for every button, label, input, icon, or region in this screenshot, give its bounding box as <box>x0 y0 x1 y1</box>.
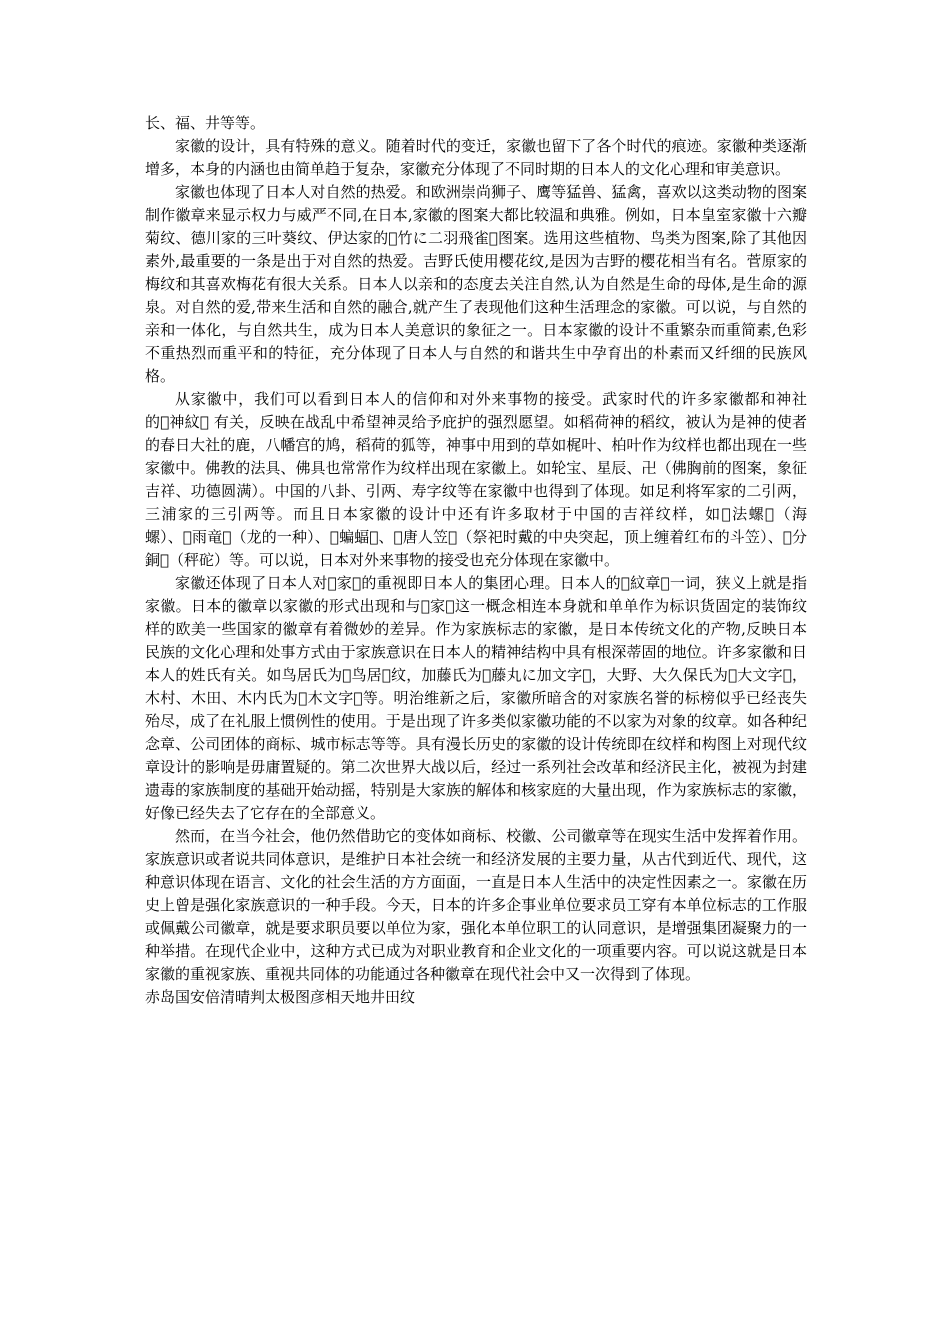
paragraph-continuation: 长、福、井等等。 <box>145 114 266 132</box>
paragraph-family-and-group-mentality: 家徽还体现了日本人对 家 的重视即日本人的集团心理。日本人的 紋章 一词，狭义上就是指家徽。日本的徽章以家徽的形式出现和与 家 这一概念相连本身就和单单作为标识货固定的装饰纹样的欧美一些国家的徽章有着微妙的差异。作为家族标志的家徽，是日本传统文化的产物,反映日本民族的文化心理和处事方式由于家族意识在日本人的精神结构中具有根深蒂固的地位。许多家徽和日本人的姓氏有关。如鸟居氏为 鸟居 纹，加藤氏为 藤丸に加文字 ，大野、大久保氏为 大文字 ，木村、木田、木内氏为 木文字 等。明治维新之后，家徽所暗含的对家族名誉的标榜似乎已经丧失殆尽，成了在礼服上惯例性的使用。于是出现了许多类似家徽功能的不以家为对象的纹章。如各种纪念章、公司团体的商标、城市标志等等。具有漫长历史的家徽的设计传统即在纹样和构图上对现代纹章设计的影响是毋庸置疑的。第二次世界大战以后，经过一系列社会改革和经济民主化，被视为封建遗毒的家族制度的基础开始动摇，特别是大家族的解体和核家庭的大量出现，作为家族标志的家徽，好像已经失去了它存在的全部意义。 <box>145 574 807 822</box>
paragraph-design-meaning: 家徽的设计，具有特殊的意义。随着时代的变迁，家徽也留下了各个时代的痕迹。家徽种类逐渐增多，本身的内涵也由简单趋于复杂，家徽充分体现了不同时期的日本人的文化心理和审美意识。 <box>145 137 807 178</box>
document-page <box>145 112 807 1009</box>
paragraph-crest-names: 赤岛国安倍清晴判太极图彦相天地井田纹 <box>145 988 416 1006</box>
paragraph-modern-society: 然而，在当今社会，他仍然借助它的变体如商标、校徽、公司徽章等在现实生活中发挥着作用。家族意识或者说共同体意识，是维护日本社会统一和经济发展的主要力量，从古代到近代、现代，这种意识体现在语言、文化的社会生活的方方面面，一直是日本人生活中的决定性因素之一。家徽在历史上曾是强化家族意识的一种手段。今天，日本的许多企事业单位要求员工穿有本单位标志的工作服或佩戴公司徽章，就是要求职员要以单位为家，强化本单位职工的认同意识，是增强集团凝聚力的一种举措。在现代企业中，这种方式已成为对职业教育和企业文化的一项重要内容。可以说这就是日本家徽的重视家族、重视共同体的功能通过各种徽章在现代社会中又一次得到了体现。 <box>145 827 807 983</box>
paragraph-love-of-nature: 家徽也体现了日本人对自然的热爱。和欧洲崇尚狮子、鹰等猛兽、猛禽，喜欢以这类动物的图案制作徽章来显示权力与威严不同,在日本,家徽的图案大都比较温和典雅。例如，日本皇室家徽十六瓣菊纹、德川家的三叶葵纹、伊达家的 竹に二羽飛雀 图案。选用这些植物、鸟类为图案,除了其他因素外,最重要的一条是出于对自然的热爱。吉野氏使用樱花纹,是因为吉野的樱花相当有名。菅原家的梅纹和其喜欢梅花有很大关系。日本人以亲和的态度去关注自然,认为自然是生命的母体,是生命的源泉。对自然的爱,带来生活和自然的融合,就产生了表现他们这种生活理念的家徽。可以说，与自然的亲和一体化，与自然共生，成为日本人美意识的象征之一。日本家徽的设计不重繁杂而重简素,色彩不重热烈而重平和的特征，充分体现了日本人与自然的和谐共生中孕育出的朴素而又纤细的民族风格。 <box>145 183 807 385</box>
paragraph-beliefs-and-foreign-things: 从家徽中，我们可以看到日本人的信仰和对外来事物的接受。武家时代的许多家徽都和神社的 神紋  有关，反映在战乱中希望神灵给予庇护的强烈愿望。如稻荷神的稻纹，被认为是神的使者的春日大社的鹿，八幡宫的鸠，稻荷的狐等，神事中用到的草如梶叶、柏叶作为纹样也都出现在一些家徽中。佛教的法具、佛具也常常作为纹样出现在家徽上。如轮宝、星辰、卍（佛胸前的图案，象征吉祥、功德圆满）。中国的八卦、引两、寿字纹等在家徽中也得到了体现。如足利将军家的二引两，三浦家的三引两等。而且日本家徽的设计中还有许多取材于中国的吉祥纹样，如 法螺 （海螺）、 雨竜 （龙的一种）、 蝙蝠 、 唐人笠 （祭祀时戴的中央突起，顶上缠着红布的斗笠）、 分銅 （秤砣）等。可以说，日本对外来事物的接受也充分体现在家徽中。 <box>145 390 807 569</box>
